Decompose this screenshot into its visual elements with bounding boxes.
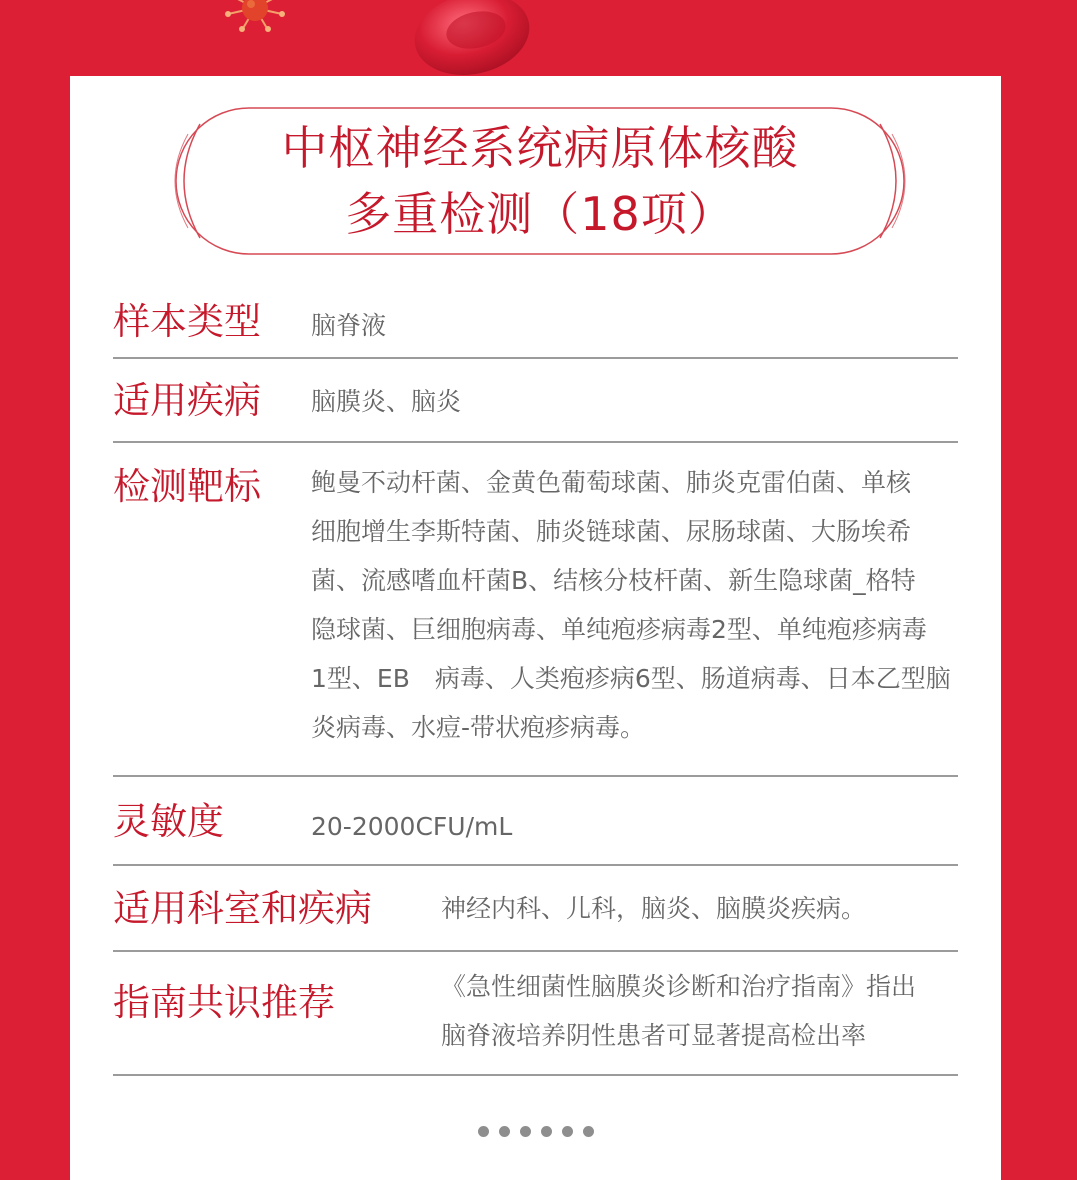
value-line: 炎病毒、水痘-带状疱疹病毒。 bbox=[311, 713, 646, 742]
guideline-value bbox=[441, 962, 916, 1060]
value-line: 脑脊液培养阴性患者可显著提高检出率 bbox=[441, 1021, 867, 1050]
sample-type-value bbox=[311, 301, 386, 350]
sensitivity-value bbox=[311, 802, 512, 851]
guideline-label: 指南共识推荐 bbox=[113, 981, 335, 1024]
guideline-row bbox=[113, 952, 958, 1076]
title-banner bbox=[160, 104, 920, 258]
carousel-pagination bbox=[70, 1126, 1001, 1140]
pagination-dot[interactable] bbox=[478, 1126, 489, 1137]
value-line: 脑膜炎、脑炎 bbox=[311, 387, 462, 416]
value-line: 1型、EB 病毒、人类疱疹病6型、肠道病毒、日本乙型脑 bbox=[311, 664, 951, 693]
applicable-disease-row bbox=[113, 359, 958, 443]
detection-targets-label: 检测靶标 bbox=[113, 465, 261, 508]
value-line: 脑脊液 bbox=[311, 311, 387, 340]
pagination-dot[interactable] bbox=[520, 1126, 531, 1137]
value-line: 隐球菌、巨细胞病毒、单纯疱疹病毒2型、单纯疱疹病毒 bbox=[311, 615, 927, 644]
virus-decoration-icon bbox=[222, 0, 288, 32]
value-line: 《急性细菌性脑膜炎诊断和治疗指南》指出 bbox=[441, 972, 917, 1001]
value-line: 菌、流感嗜血杆菌B、结核分枝杆菌、新生隐球菌_格特 bbox=[311, 566, 916, 595]
value-line: 鲍曼不动杆菌、金黄色葡萄球菌、肺炎克雷伯菌、单核 bbox=[311, 468, 912, 497]
blood-cell-decoration-icon bbox=[402, 0, 534, 78]
applicable-disease-label: 适用疾病 bbox=[113, 379, 261, 422]
departments-value bbox=[441, 884, 866, 933]
sensitivity-label: 灵敏度 bbox=[113, 800, 224, 843]
applicable-disease-value bbox=[311, 377, 461, 426]
departments-label: 适用科室和疾病 bbox=[113, 887, 372, 930]
sample-type-row bbox=[113, 300, 958, 359]
sensitivity-row bbox=[113, 777, 958, 866]
departments-row bbox=[113, 866, 958, 952]
detection-targets-row bbox=[113, 443, 958, 777]
sample-type-label: 样本类型 bbox=[113, 300, 261, 343]
pagination-dot[interactable] bbox=[583, 1126, 594, 1137]
value-line: 神经内科、儿科，脑炎、脑膜炎疾病。 bbox=[441, 894, 867, 923]
page-title-line-2: 多重检测（18项） bbox=[345, 187, 735, 241]
value-line: 20-2000CFU/mL bbox=[311, 812, 513, 841]
info-card bbox=[70, 76, 1001, 1180]
pagination-dot[interactable] bbox=[541, 1126, 552, 1137]
page-title-line-1: 中枢神经系统病原体核酸 bbox=[281, 121, 799, 175]
pagination-dot[interactable] bbox=[562, 1126, 573, 1137]
detection-targets-value bbox=[311, 458, 951, 752]
value-line: 细胞增生李斯特菌、肺炎链球菌、尿肠球菌、大肠埃希 bbox=[311, 517, 912, 546]
pagination-dot[interactable] bbox=[499, 1126, 510, 1137]
